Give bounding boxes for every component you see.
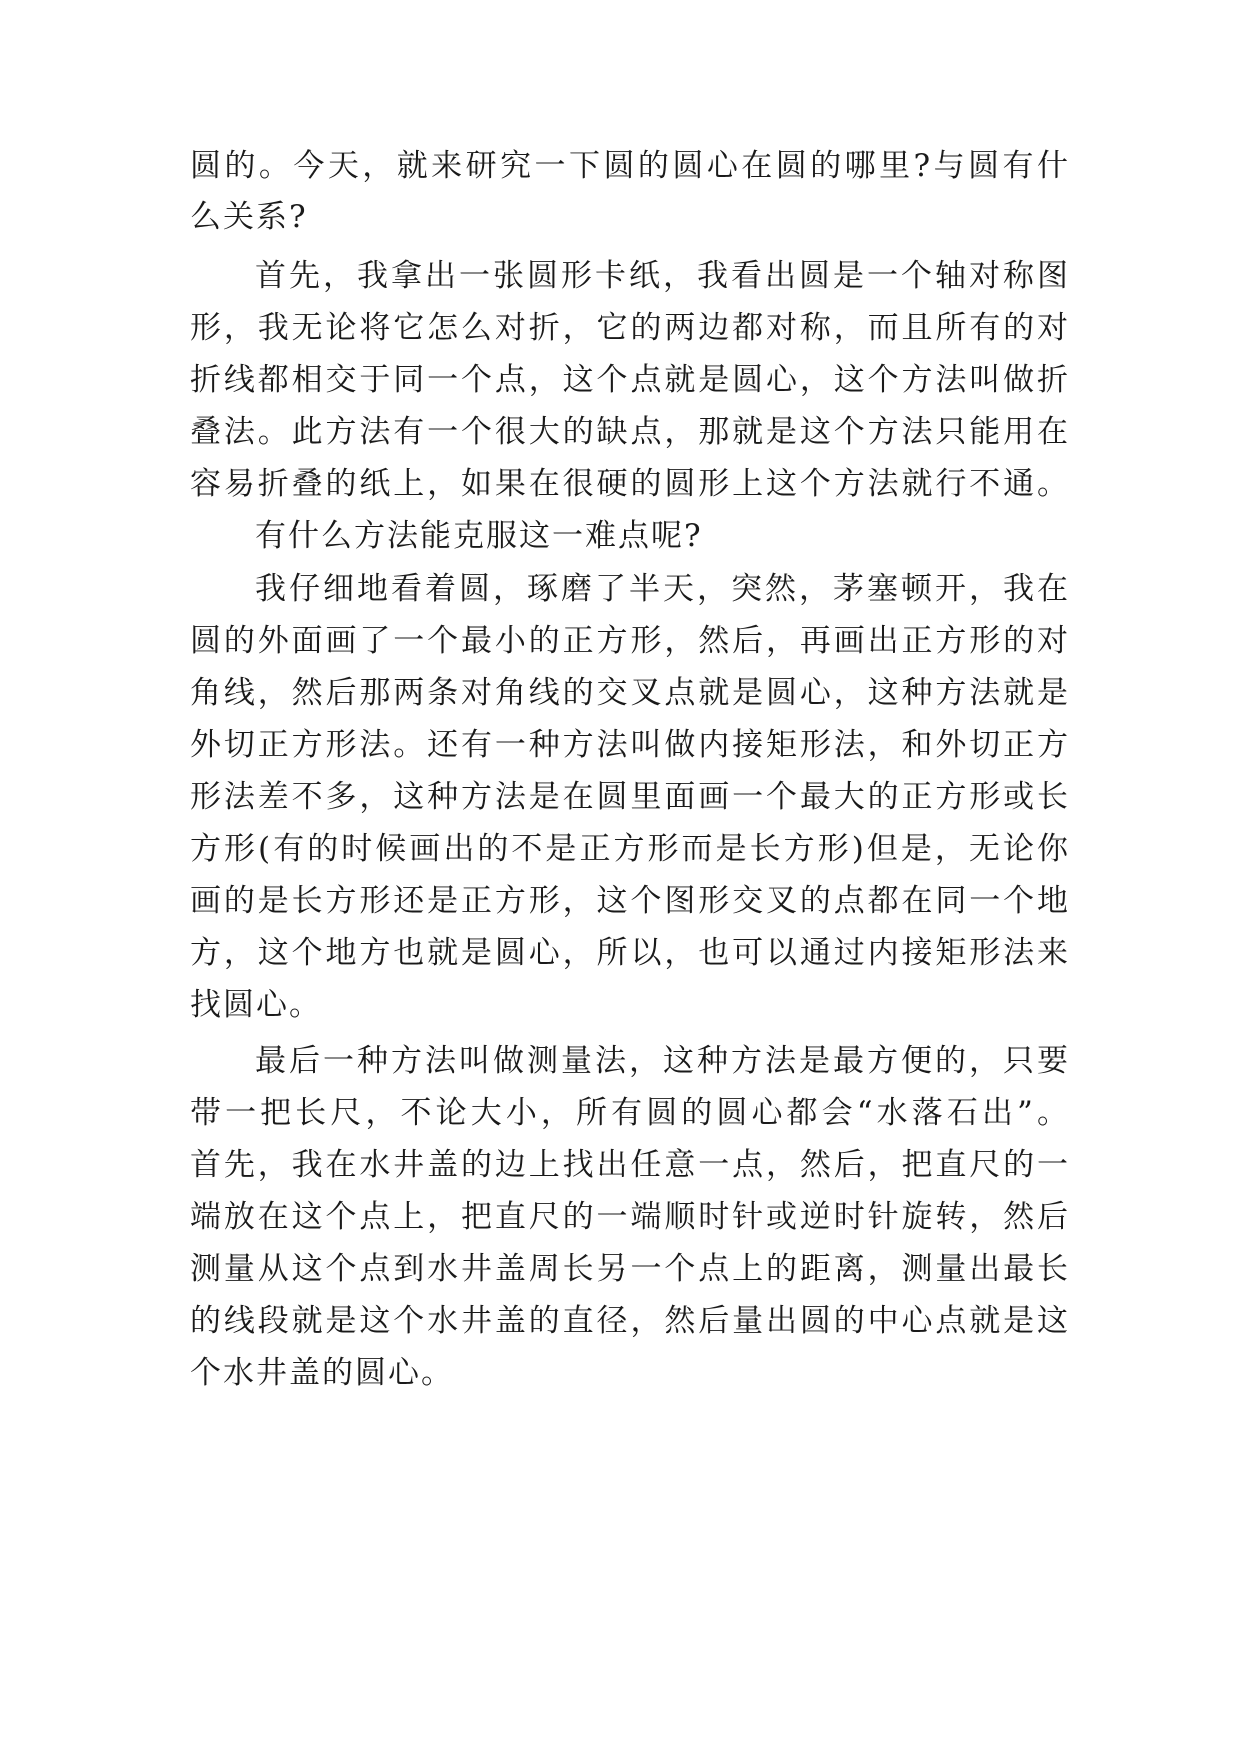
text-line: 个水井盖的圆心。	[190, 1355, 454, 1391]
text-line: 找圆心。	[190, 987, 322, 1023]
text-line: 首先，我在水井盖的边上找出任意一点，然后，把直尺的一	[190, 1147, 1070, 1183]
text-line: 角线，然后那两条对角线的交叉点就是圆心，这种方法就是	[190, 675, 1070, 711]
text-line: 容易折叠的纸上，如果在很硬的圆形上这个方法就行不通。	[190, 466, 1070, 502]
text-line: 画的是长方形还是正方形，这个图形交叉的点都在同一个地	[190, 883, 1070, 919]
text-line: 叠法。此方法有一个很大的缺点，那就是这个方法只能用在	[190, 414, 1070, 450]
text-line: 我仔细地看着圆，琢磨了半天，突然，茅塞顿开，我在	[255, 571, 1070, 607]
text-line: 么关系?	[190, 199, 308, 235]
text-line: 测量从这个点到水井盖周长另一个点上的距离，测量出最长	[190, 1251, 1070, 1287]
text-line: 圆的外面画了一个最小的正方形，然后，再画出正方形的对	[190, 623, 1070, 659]
text-line: 的线段就是这个水井盖的直径，然后量出圆的中心点就是这	[190, 1303, 1070, 1339]
text-line: 最后一种方法叫做测量法，这种方法是最方便的，只要	[255, 1043, 1070, 1079]
text-line: 形法差不多，这种方法是在圆里面画一个最大的正方形或长	[190, 779, 1070, 815]
text-line: 有什么方法能克服这一难点呢?	[255, 518, 703, 554]
text-line: 方形(有的时候画出的不是正方形而是长方形)但是，无论你	[190, 831, 1070, 867]
text-line: 首先，我拿出一张圆形卡纸，我看出圆是一个轴对称图	[255, 258, 1070, 294]
text-line: 圆的。今天，就来研究一下圆的圆心在圆的哪里?与圆有什	[190, 148, 1070, 184]
text-line: 端放在这个点上，把直尺的一端顺时针或逆时针旋转，然后	[190, 1199, 1070, 1235]
text-line: 折线都相交于同一个点，这个点就是圆心，这个方法叫做折	[190, 362, 1070, 398]
text-line: 形，我无论将它怎么对折，它的两边都对称，而且所有的对	[190, 310, 1070, 346]
text-line: 方，这个地方也就是圆心，所以，也可以通过内接矩形法来	[190, 935, 1070, 971]
text-line: 带一把长尺，不论大小，所有圆的圆心都会“水落石出”。	[190, 1095, 1070, 1131]
text-line: 外切正方形法。还有一种方法叫做内接矩形法，和外切正方	[190, 727, 1070, 763]
